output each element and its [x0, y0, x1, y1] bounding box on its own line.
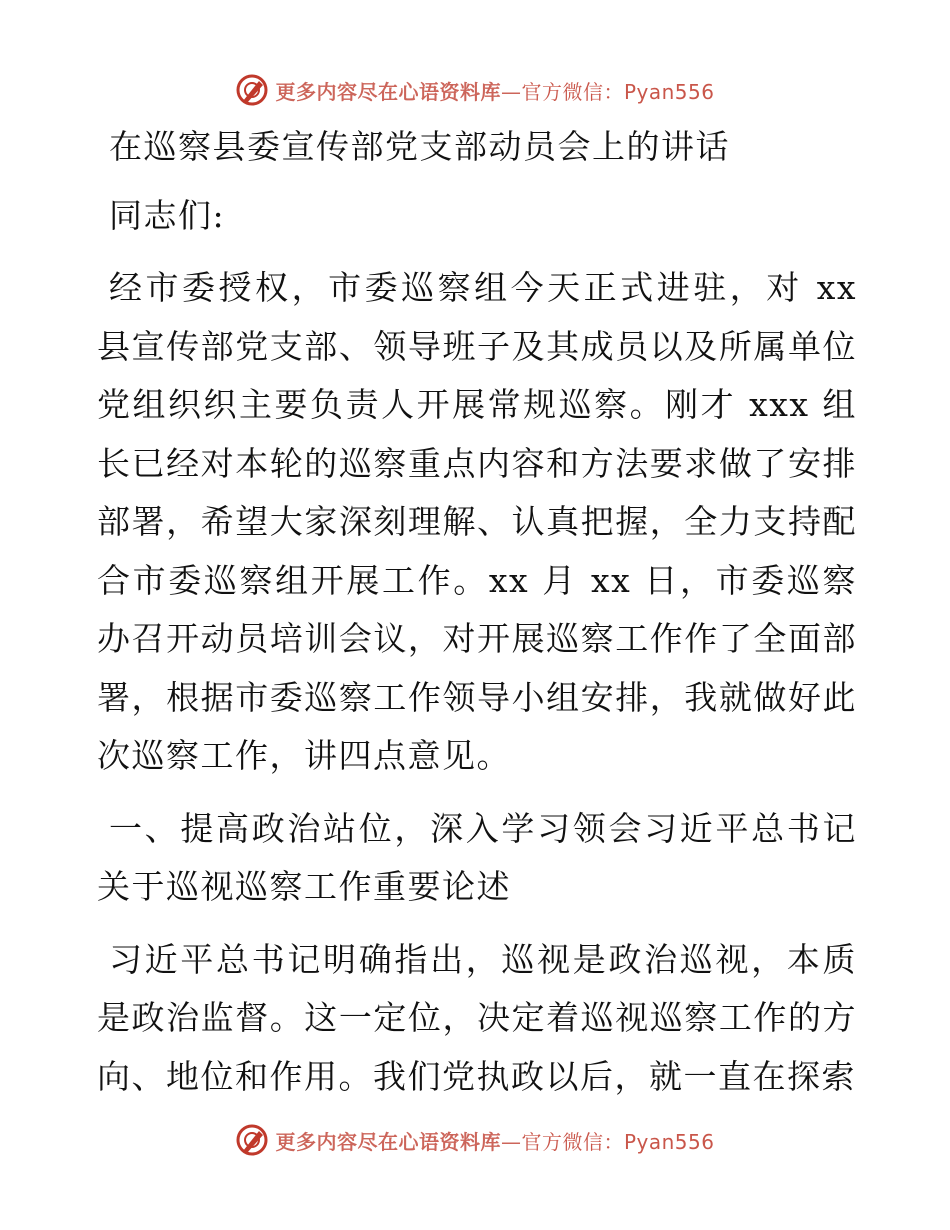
document-title: 在巡察县委宣传部党支部动员会上的讲话 [109, 127, 730, 166]
watermark-text: 更多内容尽在心语资料库—官方微信：Pyan556 [275, 1129, 715, 1154]
salutation: 同志们: [109, 195, 226, 235]
watermark-text: 更多内容尽在心语资料库—官方微信：Pyan556 [275, 79, 715, 104]
paragraph: 经市委授权，市委巡察组今天正式进驻，对 xx 县宣传部党支部、领导班子及其成员以及所属单位党组织织主要负责人开展常规巡察。刚才 xxx 组长已经对本轮的巡察重点内容和方法要求做了安排部署，希望大家深刻理解、认真把握，全力支持配合市委巡察组开展工作。xx 月 xx 日，市委巡察办召开动员培训会议，对开展巡察工作作了全面部署，根据市委巡察工作领导小组安排，我就做好此次巡察工作，讲四点意见。 [97, 268, 857, 775]
watermark-footer [0, 1120, 950, 1160]
watermark-header [0, 70, 950, 110]
pen-logo-icon [235, 73, 269, 107]
section-heading: 一、提高政治站位，深入学习领会习近平总书记关于巡视巡察工作重要论述 [97, 808, 857, 906]
pen-logo-icon [235, 1123, 269, 1157]
document-body [97, 118, 857, 1106]
paragraph: 习近平总书记明确指出，巡视是政治巡视，本质是政治监督。这一定位，决定着巡视巡察工作的方向、地位和作用。我们党执政以后，就一直在探索 [97, 939, 857, 1096]
